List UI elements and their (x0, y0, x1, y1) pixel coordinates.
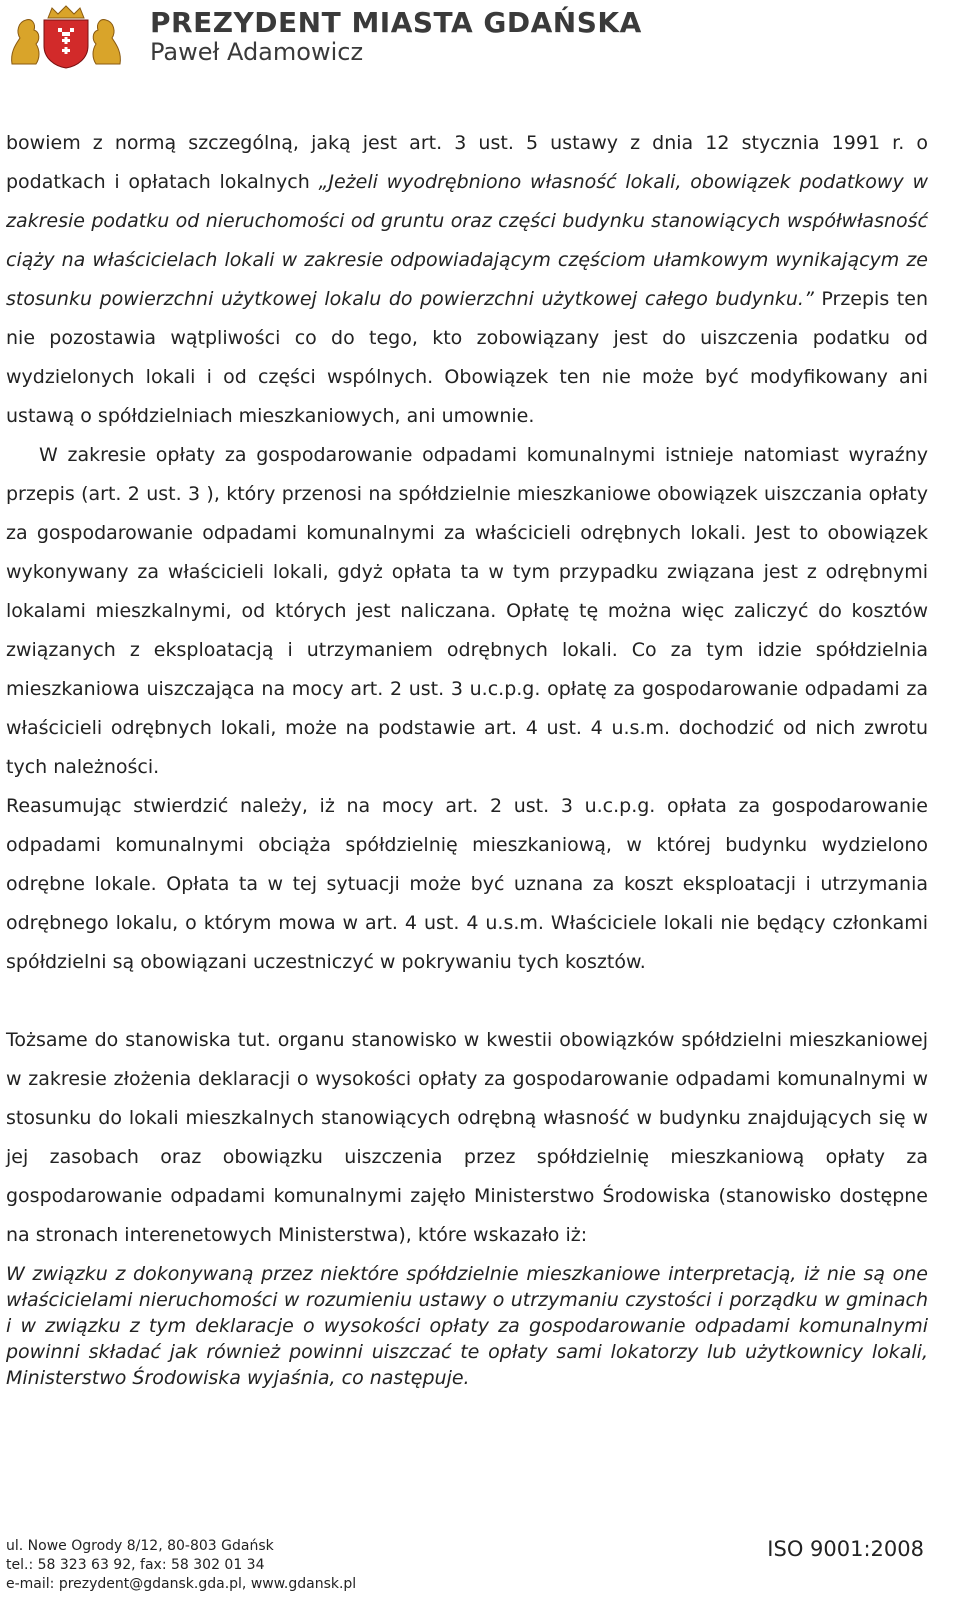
letterhead-title: PREZYDENT MIASTA GDAŃSKA (150, 6, 642, 39)
paragraph-1-tail: Przepis ten nie pozostawia wątpliwości co do tego, kto zobowiązany jest do uiszczenia podatku od wydzielonych lokali i od części wspólnych. Obowiązek ten nie może być modyfikowany ani ustawą o spółdzielniach mieszkaniowych, ani umownie. (6, 288, 928, 427)
document-body (6, 124, 928, 1391)
paragraph-1-lead: bowiem z normą szczególną, jaką jest art. 3 ust. 5 ustawy z dnia 12 stycznia 1991 r. o podatkach i opłatach lokalnych (6, 132, 928, 193)
paragraph-2: W zakresie opłaty za gospodarowanie odpadami komunalnymi istnieje natomiast wyraźny przepis (art. 2 ust. 3 ), który przenosi na spółdzielnie mieszkaniowe obowiązek uiszczania opłaty za gospodarowanie odpadami komunalnymi za właścicieli odrębnych lokali. Jest to obowiązek wykonywany za właścicieli lokali, gdyż opłata ta w tym przypadku związana jest z odrębnymi lokalami mieszkalnymi, od których jest naliczana. Opłatę tę można więc zaliczyć do kosztów związanych z eksploatacją i utrzymaniem odrębnych lokali. Co za tym idzie spółdzielnia mieszkaniowa uiszczająca na mocy art. 2 ust. 3 u.c.p.g. opłatę za gospodarowanie odpadami za właścicieli odrębnych lokali, może na podstawie art. 4 ust. 4 u.s.m. dochodzić od nich zwrotu tych należności. (6, 444, 928, 778)
iso-certificate: ISO 9001:2008 (767, 1537, 924, 1561)
letterhead-subtitle: Paweł Adamowicz (150, 38, 364, 66)
gdansk-coat-of-arms-icon (6, 4, 126, 70)
ministry-quote: W związku z dokonywaną przez niektóre spółdzielnie mieszkaniowe interpretacją, iż nie są one właścicielami nieruchomości w rozumieniu ustawy o utrzymaniu czystości i porządku w gminach i w związku z tym deklaracje o wysokości opłaty za gospodarowanie odpadami komunalnymi powinni składać jak również powinni uiszczać te opłaty sami lokatorzy lub użytkownicy lokali, Ministerstwo Środowiska wyjaśnia, co następuje. (6, 1263, 928, 1389)
footer-phone: tel.: 58 323 63 92, fax: 58 302 01 34 (6, 1557, 265, 1573)
letterhead (0, 0, 960, 78)
paragraph-spacer (6, 982, 928, 1021)
footer-email: e-mail: prezydent@gdansk.gda.pl, www.gdansk.pl (6, 1576, 357, 1592)
paragraph-1 (6, 124, 928, 436)
paragraph-1-quote: „Jeżeli wyodrębniono własność lokali, obowiązek podatkowy w zakresie podatku od nieruchomości od gruntu oraz części budynku stanowiących współwłasność ciąży na właścicielach lokali w zakresie odpowiadającym częściom ułamkowym wynikającym ze stosunku powierzchni użytkowej lokalu do powierzchni użytkowej całego budynku.” (6, 171, 928, 310)
paragraph-3: Reasumując stwierdzić należy, iż na mocy art. 2 ust. 3 u.c.p.g. opłata za gospodarowanie odpadami komunalnymi obciąża spółdzielnię mieszkaniową, w której budynku wydzielono odrębne lokale. Opłata ta w tej sytuacji może być uznana za koszt eksploatacji i utrzymania odrębnego lokalu, o którym mowa w art. 4 ust. 4 u.s.m. Właściciele lokali nie będący członkami spółdzielni są obowiązani uczestniczyć w pokrywaniu tych kosztów. (6, 795, 928, 973)
footer (6, 1537, 928, 1617)
footer-address: ul. Nowe Ogrody 8/12, 80-803 Gdańsk (6, 1538, 274, 1554)
paragraph-4: Tożsame do stanowiska tut. organu stanowisko w kwestii obowiązków spółdzielni mieszkaniowej w zakresie złożenia deklaracji o wysokości opłaty za gospodarowanie odpadami komunalnymi w stosunku do lokali mieszkalnych stanowiących odrębną własność w budynku znajdujących się w jej zasobach oraz obowiązku uiszczenia przez spółdzielnię mieszkaniową opłaty za gospodarowanie odpadami komunalnymi zajęło Ministerstwo Środowiska (stanowisko dostępne na stronach interenetowych Ministerstwa), które wskazało iż: (6, 1029, 928, 1246)
